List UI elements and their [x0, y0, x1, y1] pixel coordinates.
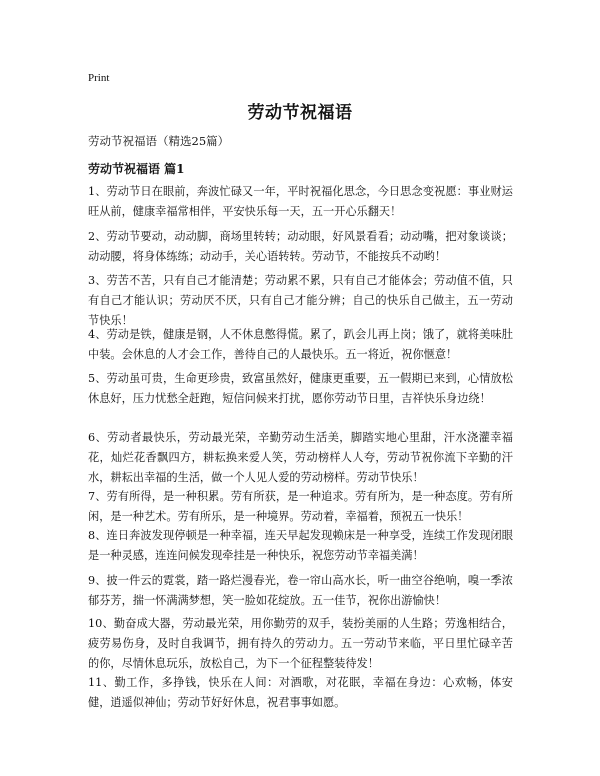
- page-title: 劳动节祝福语: [247, 103, 353, 123]
- paragraph-4: 4、劳动是铁，健康是钢，人不休息憋得慌。累了，趴会儿再上岗；饿了，就将美味肚中装。会休息的人才会工作，善待自己的人最快乐。五一将近，祝你惬意！: [88, 328, 513, 361]
- paragraph-6: 6、劳动者最快乐，劳动最光荣，辛勤劳动生活美，脚踏实地心里甜，汗水浇灌幸福花，灿烂花香飘四方，耕耘换来爱人笑，劳动榜样人人夸，劳动节祝你流下辛勤的汗水，耕耘出幸福的生活，做一个人见人爱的劳动榜样。劳动节快乐！: [88, 431, 513, 484]
- paragraph-1: 1、劳动节日在眼前，奔波忙碌又一年，平时祝福化思念，今日思念变祝愿：事业财运旺从前，健康幸福常相伴，平安快乐每一天，五一开心乐翻天！: [88, 185, 513, 218]
- section-heading: 劳动节祝福语 篇1: [88, 162, 185, 176]
- document-subtitle: 劳动节祝福语（精选25篇）: [88, 134, 230, 148]
- paragraph-9: 9、披一件云的霓裳，踏一路烂漫春光，卷一帘山高水长，听一曲空谷绝响，嗅一季浓郁芬芳，揣一怀满满梦想，笑一脸如花绽放。五一佳节，祝你出游愉快！: [88, 574, 513, 607]
- paragraph-7: 7、劳有所得，是一种积累。劳有所获，是一种追求。劳有所为，是一种态度。劳有所闲，是一种艺术。劳有所乐，是一种境界。劳动着，幸福着，预祝五一快乐！: [88, 490, 513, 523]
- paragraph-11: 11、勤工作，多挣钱，快乐在人间：对酒歌，对花眠，幸福在身边：心欢畅，体安健，逍遥似神仙；劳动节好好休息，祝君事事如愿。: [88, 676, 513, 709]
- paragraph-10: 10、勤奋成大器，劳动最光荣，用你勤劳的双手，装扮美丽的人生路；劳逸相结合，疲劳易伤身，及时自我调节，拥有持久的劳动力。五一劳动节来临，平日里忙碌辛苦的你，尽情休息玩乐，放松自己，为下一个征程整装待发！: [88, 617, 513, 670]
- paragraph-5: 5、劳动虽可贵，生命更珍贵，致富虽然好，健康更重要，五一假期已来到，心情放松休息好，压力忧愁全赶跑，短信问候来打扰，愿你劳动节日里，吉祥快乐身边绕！: [88, 372, 513, 405]
- paragraph-3: 3、劳苦不苦，只有自己才能清楚；劳动累不累，只有自己才能体会；劳动值不值，只有自己才能认识；劳动厌不厌，只有自己才能分辨；自己的快乐自己做主，五一劳动节快乐！: [88, 274, 513, 327]
- print-label[interactable]: Print: [88, 72, 110, 84]
- paragraph-8: 8、连日奔波发现停顿是一种幸福，连天早起发现赖床是一种享受，连续工作发现闭眼是一种灵感，连连问候发现牵挂是一种快乐，祝您劳动节幸福美满！: [88, 529, 513, 562]
- paragraph-2: 2、劳动节要动，动动脚，商场里转转；动动眼，好风景看看；动动嘴，把对象谈谈；动动腰，将身体练练；动动手，关心语转转。劳动节，不能按兵不动哟！: [88, 230, 513, 263]
